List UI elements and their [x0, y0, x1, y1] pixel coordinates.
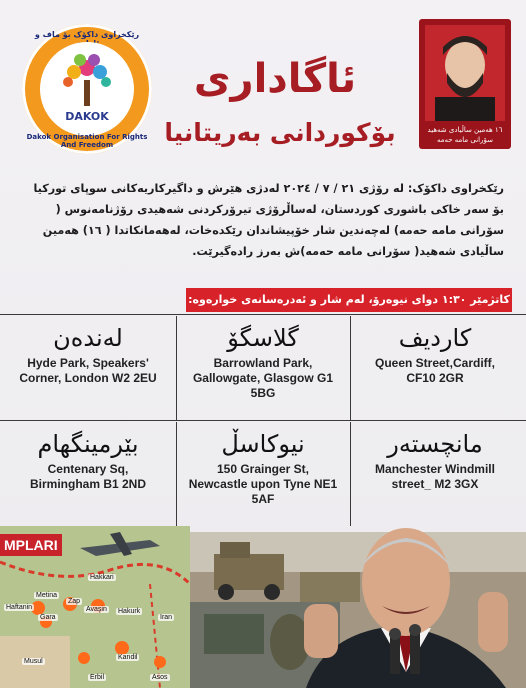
dakok-logo [22, 24, 152, 154]
map-label: Kandil [118, 654, 138, 661]
martyr-portrait-card [419, 19, 511, 149]
city-address: Queen Street,Cardiff, CF10 2GR [374, 356, 496, 385]
city-glasgow [176, 316, 351, 420]
city-address: Centenary Sq, Birmingham B1 2ND [29, 462, 147, 491]
portrait-caption [419, 125, 511, 145]
grid-divider-middle [0, 420, 526, 421]
announcement-paragraph: رێکخراوی داکۆک: لە رۆژی ٢١ / ٧ / ٢٠٢٤ لەدژی هێرش و داگیرکاریەکانی سوپای تورکیا بۆ سەر خاکی باشوری کوردستان، لەساڵرۆژی تیرۆرکردنی شەهیدی رۆژنامەنوس ( سۆرانی مامە حەمە) لەچەندین شار خۆپیشاندان رێکدەخات، لەهەمانکاتدا ( ١٦) هەمین ساڵیادی شەهید( سۆرانی مامە حەمە)ش بەرز رادەگیرێت. [33, 182, 504, 258]
portrait-caption-line1: ١٦ هەمین ساڵیادی شەهید [427, 126, 503, 134]
grid-divider-top [0, 314, 526, 315]
city-name: بێرمینگهام [37, 430, 139, 458]
city-newcastle [176, 422, 351, 526]
city-birmingham [0, 422, 177, 526]
map-label: Hakurk [118, 608, 141, 615]
time-banner: کاتژمێر ١:٣٠ دوای نیوەرۆ، لەم شار و ئەدرەسانەی خوارەوە: [186, 288, 512, 312]
map-label: Avaşin [86, 606, 107, 613]
city-name: لەندەن [53, 324, 123, 352]
city-name: مانچستەر [387, 430, 483, 458]
politician-photo [286, 522, 526, 688]
city-address: 150 Grainger St, Newcastle upon Tyne NE1 5AF [188, 462, 338, 506]
city-manchester [350, 422, 520, 526]
map-label: Iran [160, 614, 173, 621]
city-london [0, 316, 177, 420]
city-name: نیوکاسڵ [221, 430, 305, 458]
city-grid [0, 314, 526, 526]
map-label: Gara [40, 614, 56, 621]
logo-ring-bottom-text: Dakok Organisation For Rights And Freedom [26, 133, 148, 149]
portrait-caption-line2: سۆرانی مامە حەمە [436, 136, 493, 144]
portrait-photo [425, 25, 505, 121]
map-label: Hakkari [90, 574, 114, 581]
page-title: ئاگاداری [193, 56, 357, 102]
logo-ring-top-text: رێکخراوی داکۆک بۆ ماف و [34, 30, 140, 39]
map-label: Haftanin [6, 604, 33, 611]
logo-brand: DAKOK [65, 110, 109, 123]
city-address: Hyde Park, Speakers' Corner, London W2 2EU [19, 356, 157, 385]
map-label: Musul [24, 658, 43, 665]
logo-inner-circle [40, 42, 134, 136]
city-name: گلاسگۆ [227, 324, 299, 352]
map-label: Metina [36, 592, 58, 599]
city-cardiff [350, 316, 520, 420]
map-label: Erbil [90, 674, 105, 681]
map-label: Asos [152, 674, 168, 681]
city-address: Barrowland Park, Gallowgate, Glasgow G1 5BG [192, 356, 334, 400]
city-address: Manchester Windmill street_ M2 3GX [375, 462, 495, 491]
map-title-strip: MPLARI [0, 534, 62, 556]
city-name: کاردیف [398, 324, 472, 352]
map-label: Zap [68, 598, 81, 605]
page-subtitle: بۆکوردانی بەریتانیا [164, 118, 396, 147]
conflict-map [0, 526, 190, 688]
tree-icon [54, 50, 120, 110]
